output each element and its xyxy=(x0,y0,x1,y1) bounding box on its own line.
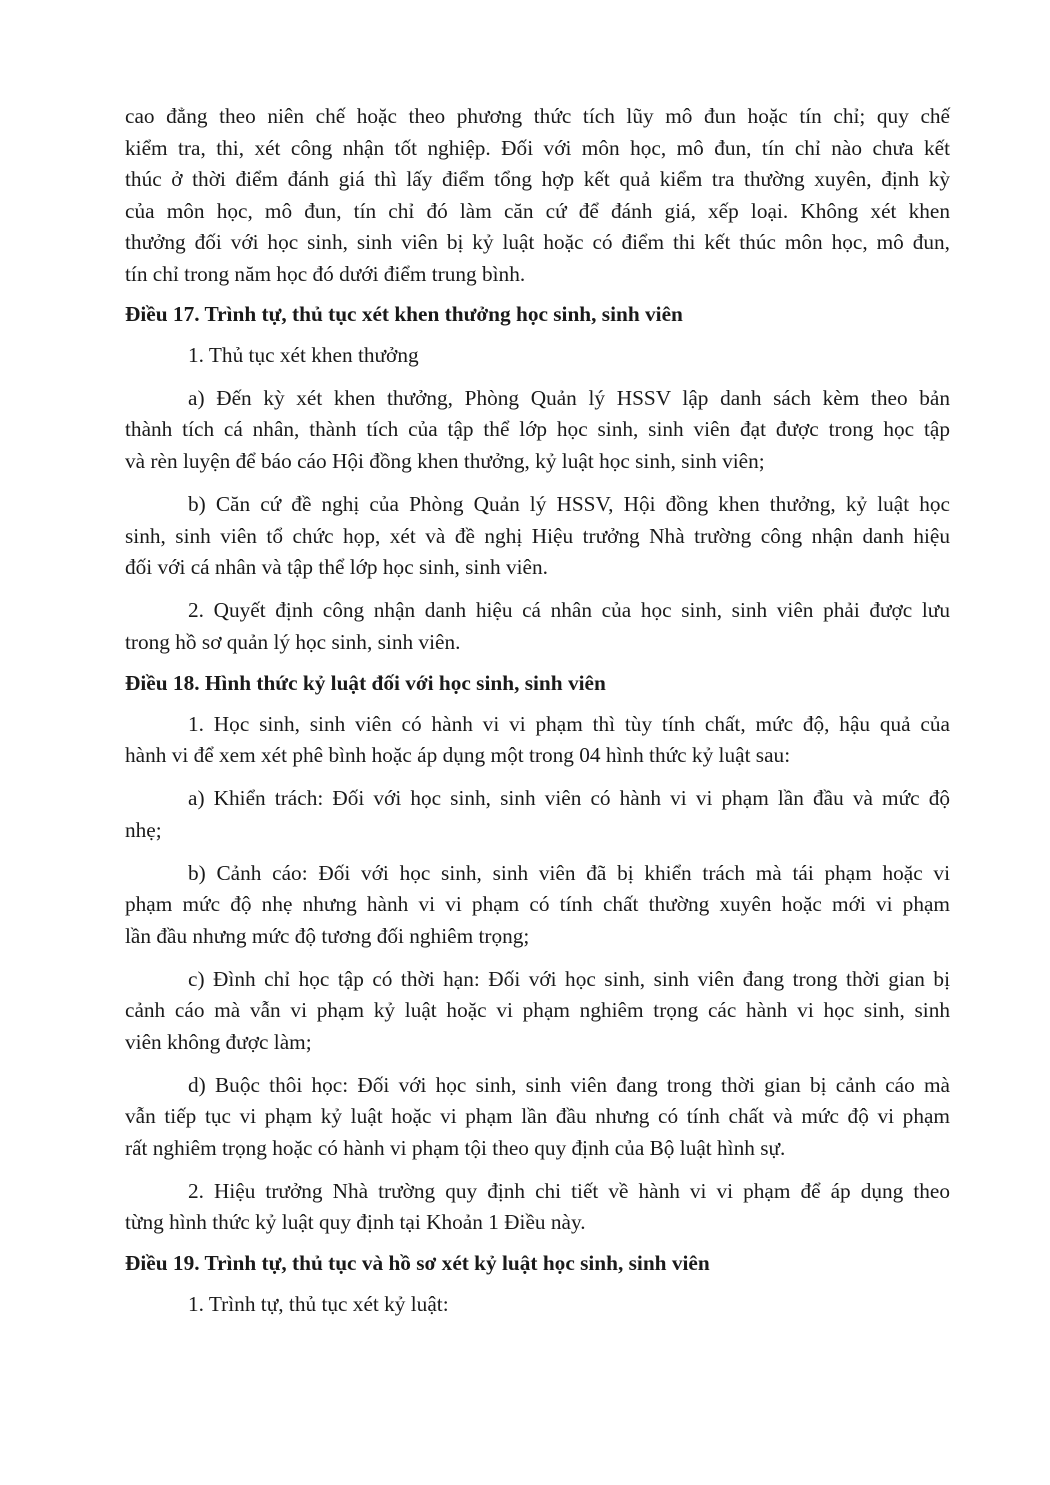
text-line: của môn học, mô đun, tín chỉ đó làm căn cứ để đánh giá, xếp loại. Không xét khen xyxy=(125,199,950,223)
text-line: d) Buộc thôi học: Đối với học sinh, sinh viên đang trong thời gian bị cảnh cáo mà xyxy=(188,1073,950,1097)
text-line: 2. Hiệu trưởng Nhà trường quy định chi tiết về hành vi vi phạm để áp dụng theo xyxy=(188,1179,950,1203)
text-line: tín chỉ trong năm học đó dưới điểm trung bình. xyxy=(125,262,526,286)
text-line: 1. Thủ tục xét khen thưởng xyxy=(188,343,419,367)
text-line: b) Căn cứ đề nghị của Phòng Quản lý HSSV, Hội đồng khen thưởng, kỷ luật học xyxy=(188,492,950,516)
text-line: nhẹ; xyxy=(125,818,162,842)
article-17-heading: Điều 17. Trình tự, thủ tục xét khen thưởng học sinh, sinh viên xyxy=(125,302,683,326)
text-line: 1. Trình tự, thủ tục xét kỷ luật: xyxy=(188,1292,449,1316)
text-line: và rèn luyện để báo cáo Hội đồng khen thưởng, kỷ luật học sinh, sinh viên; xyxy=(125,449,765,473)
text-line: sinh, sinh viên tổ chức họp, xét và đề nghị Hiệu trưởng Nhà trường công nhận danh hiệu xyxy=(125,524,950,548)
text-line: đối với cá nhân và tập thể lớp học sinh, sinh viên. xyxy=(125,555,548,579)
text-line: c) Đình chỉ học tập có thời hạn: Đối với học sinh, sinh viên đang trong thời gian bị xyxy=(188,967,950,991)
text-line: hành vi để xem xét phê bình hoặc áp dụng một trong 04 hình thức kỷ luật sau: xyxy=(125,743,791,767)
text-line: rất nghiêm trọng hoặc có hành vi phạm tội theo quy định của Bộ luật hình sự. xyxy=(125,1136,786,1160)
article-18-heading: Điều 18. Hình thức kỷ luật đối với học sinh, sinh viên xyxy=(125,671,606,695)
article-19-heading: Điều 19. Trình tự, thủ tục và hồ sơ xét kỷ luật học sinh, sinh viên xyxy=(125,1251,710,1275)
text-line: kiểm tra, thi, xét công nhận tốt nghiệp. Đối với môn học, mô đun, tín chỉ nào chưa kết xyxy=(125,136,950,160)
text-line: thành tích cá nhân, thành tích của tập thể lớp học sinh, sinh viên đạt được trong học tập xyxy=(125,417,950,441)
text-line: a) Đến kỳ xét khen thưởng, Phòng Quản lý HSSV lập danh sách kèm theo bản xyxy=(188,386,950,410)
text-line: vẫn tiếp tục vi phạm kỷ luật hoặc vi phạm lần đầu nhưng có tính chất và mức độ vi phạm xyxy=(125,1104,950,1128)
text-line: cao đẳng theo niên chế hoặc theo phương thức tích lũy mô đun hoặc tín chỉ; quy chế xyxy=(125,104,950,128)
text-line: lần đầu nhưng mức độ tương đối nghiêm trọng; xyxy=(125,924,530,948)
text-line: b) Cảnh cáo: Đối với học sinh, sinh viên đã bị khiển trách mà tái phạm hoặc vi xyxy=(188,861,950,885)
text-line: từng hình thức kỷ luật quy định tại Khoản 1 Điều này. xyxy=(125,1210,586,1234)
text-line: viên không được làm; xyxy=(125,1030,312,1054)
text-line: trong hồ sơ quản lý học sinh, sinh viên. xyxy=(125,630,461,654)
text-line: 1. Học sinh, sinh viên có hành vi vi phạm thì tùy tính chất, mức độ, hậu quả của xyxy=(188,712,950,736)
text-line: thưởng đối với học sinh, sinh viên bị kỷ luật hoặc có điểm thi kết thúc môn học, mô đun, xyxy=(125,230,950,254)
text-line: a) Khiển trách: Đối với học sinh, sinh viên có hành vi vi phạm lần đầu và mức độ xyxy=(188,786,950,810)
text-line: 2. Quyết định công nhận danh hiệu cá nhân của học sinh, sinh viên phải được lưu xyxy=(188,598,950,622)
text-line: thúc ở thời điểm đánh giá thì lấy điểm tổng hợp kết quả kiểm tra thường xuyên, định kỳ xyxy=(125,167,950,191)
text-line: phạm mức độ nhẹ nhưng hành vi vi phạm có tính chất thường xuyên hoặc mới vi phạm xyxy=(125,892,950,916)
text-line: cảnh cáo mà vẫn vi phạm kỷ luật hoặc vi phạm nghiêm trọng các hành vi học sinh, sinh xyxy=(125,998,950,1022)
